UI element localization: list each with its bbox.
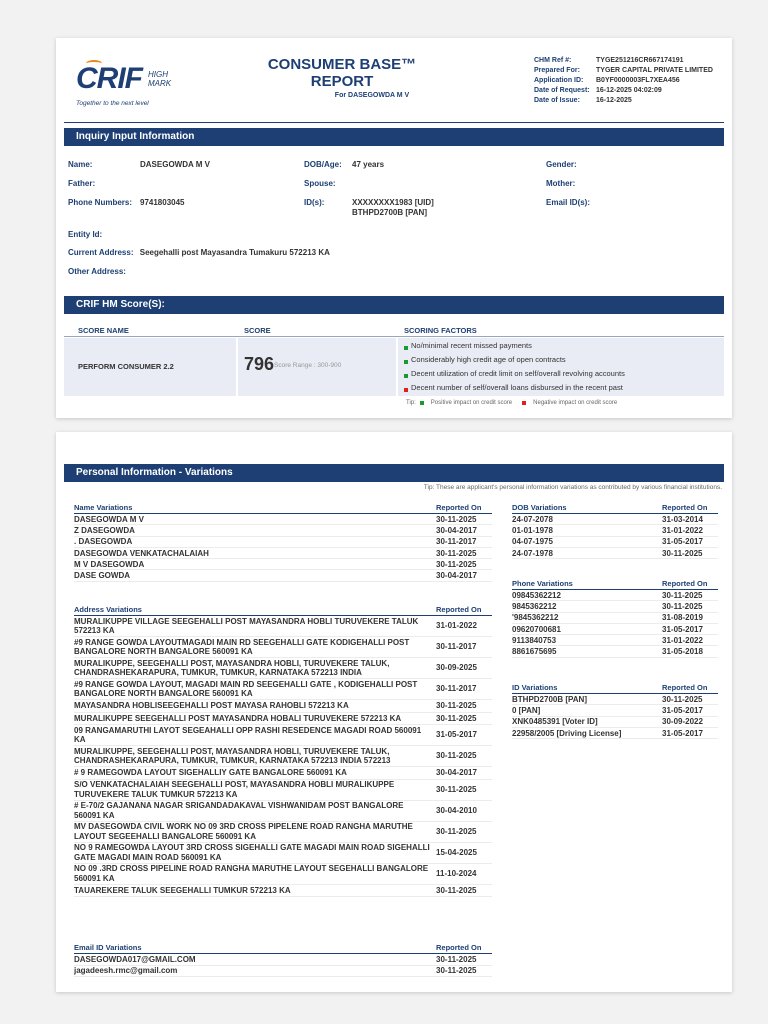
name-variations-table: [74, 502, 492, 582]
row-reported-on: 30-11-2025: [436, 514, 477, 524]
negative-impact-icon: [404, 388, 408, 392]
personal-section-title: Personal Information - Variations: [64, 464, 724, 482]
mother-label: [546, 179, 575, 188]
table-row: [74, 767, 492, 780]
report-page-2: [56, 432, 732, 992]
row-reported-on: 30-11-2025: [436, 701, 477, 711]
score-col-score-header: SCORE: [244, 326, 271, 335]
table-row: [512, 525, 718, 536]
dob-variations-rows: [512, 514, 718, 559]
table-row: [512, 590, 718, 601]
row-reported-on: 30-11-2025: [436, 826, 477, 836]
meta-row: [534, 76, 713, 86]
row-value: DASEGOWDA M V: [74, 514, 144, 524]
table-row: [512, 694, 718, 705]
factor-text: No/minimal recent missed payments: [411, 341, 532, 350]
table-row: [74, 525, 492, 536]
table-row: [74, 637, 492, 658]
row-reported-on: 31-01-2022: [436, 621, 477, 631]
row-reported-on: 30-04-2017: [436, 525, 477, 535]
row-reported-on: 30-11-2025: [436, 954, 477, 964]
row-reported-on: 30-11-2025: [662, 590, 703, 600]
row-value: MV DASEGOWDA CIVIL WORK NO 09 3RD CROSS PIPELENE ROAD RANGHA MARUTHE LAYOUT SEGEEHALLI BANGALORE 560091 KA: [74, 822, 413, 841]
positive-impact-icon: [420, 401, 424, 405]
table-row: [74, 537, 492, 548]
meta-key: CHM Ref #:: [534, 57, 572, 64]
label-text: ID(s):: [304, 198, 325, 207]
value-text: Seegehalli post Mayasandra Tumakuru 572213 KA: [139, 248, 330, 257]
table-row: [74, 679, 492, 700]
email-variations-table: [74, 942, 492, 977]
table-header: [74, 942, 492, 954]
report-page-1: [56, 38, 732, 418]
row-value: 0 [PAN]: [512, 705, 541, 715]
ids-label: [304, 198, 324, 207]
score-value: 796: [244, 354, 275, 374]
row-reported-on: 31-05-2017: [662, 537, 703, 547]
logo-highmark: [148, 70, 171, 88]
row-value: 24-07-1978: [512, 548, 553, 558]
row-value: MURALIKUPPE, SEEGEHALLI POST, MAYASANDRA HOBLI, TURUVEKERE TALUK, CHANDRASHEKARAPURA, TUMKUR, TUMKUR, KARNATAKA 572213 INDIA: [74, 658, 390, 677]
table-row: [512, 613, 718, 624]
phone-variations-table: [512, 578, 718, 658]
phone-label: [68, 198, 132, 207]
table-row: [74, 700, 492, 713]
row-value: MURALIKUPPE VILLAGE SEEGEHALLI POST MAYASANDRA HOBLI TURUVEKERE TALUK 572213 KA: [74, 616, 419, 635]
table-row: [512, 717, 718, 728]
positive-impact-icon: [404, 360, 408, 364]
spouse-label: [304, 179, 336, 188]
negative-impact-icon: [522, 401, 526, 405]
reported-on-header: Reported On: [436, 605, 482, 614]
report-subtitle: For DASEGOWDA M V: [334, 92, 410, 99]
label-text: Email ID(s):: [546, 198, 591, 207]
meta-key: Date of Request:: [534, 87, 590, 94]
value-text: 9741803045: [140, 198, 185, 207]
table-row: [74, 843, 492, 864]
table-row: [512, 601, 718, 612]
score-section-title: CRIF HM Score(S):: [64, 296, 724, 314]
meta-value: TYGE251216CR667174191: [596, 57, 684, 64]
reported-on-header: Reported On: [436, 943, 482, 952]
scoring-factor: [404, 381, 625, 395]
row-reported-on: 30-11-2025: [662, 548, 703, 558]
row-reported-on: 30-11-2025: [436, 784, 477, 794]
row-value: DASE GOWDA: [74, 571, 130, 581]
id-variations-table: [512, 682, 718, 739]
row-reported-on: 11-10-2024: [436, 868, 477, 878]
row-value: DASEGOWDA VENKATACHALAIAH: [74, 548, 209, 558]
report-meta: [534, 56, 713, 106]
row-reported-on: 15-04-2025: [436, 847, 477, 857]
row-value: TAUAREKERE TALUK SEEGEHALLI TUMKUR 572213 KA: [74, 885, 291, 895]
row-value: #9 RANGE GOWDA LAYOUTMAGADI MAIN RD SEEGEHALLI GATE KODIGEHALLI POST BANGALORE NORTH BANGALORE 560091 KA: [74, 637, 410, 656]
row-reported-on: 30-11-2025: [436, 548, 477, 558]
row-reported-on: 30-04-2017: [436, 571, 477, 581]
logo-sub-mark: MARK: [148, 79, 172, 88]
dob-value: [352, 160, 384, 169]
entity-label: [68, 230, 102, 239]
ids-value: [352, 198, 434, 218]
row-reported-on: 30-04-2017: [436, 768, 477, 778]
row-value: . DASEGOWDA: [74, 537, 133, 547]
row-value: 04-07-1975: [512, 537, 553, 547]
table-title: Address Variations: [74, 605, 142, 614]
table-row: [512, 646, 718, 657]
row-reported-on: 31-05-2017: [436, 730, 477, 740]
table-row: [74, 559, 492, 570]
value-text: 47 years: [352, 160, 385, 169]
label-text: DOB/Age:: [304, 160, 342, 169]
table-row: [512, 624, 718, 635]
gender-label: [546, 160, 577, 169]
factor-text: Decent number of self/overall loans disbursed in the recent past: [411, 383, 623, 392]
table-row: [74, 616, 492, 637]
row-value: BTHPD2700B [PAN]: [512, 694, 587, 704]
meta-key: Application ID:: [534, 77, 584, 84]
email-variations-rows: [74, 954, 492, 977]
label-text: Other Address:: [68, 267, 126, 276]
table-row: [74, 864, 492, 885]
row-value: DASEGOWDA017@GMAIL.COM: [74, 954, 196, 964]
table-title: Phone Variations: [512, 579, 573, 588]
label-text: Mother:: [546, 179, 576, 188]
row-reported-on: 30-11-2017: [436, 642, 477, 652]
table-row: [74, 548, 492, 559]
row-reported-on: 30-09-2025: [436, 663, 477, 673]
address-variations-table: [74, 604, 492, 897]
row-reported-on: 30-11-2025: [436, 751, 477, 761]
score-row: [64, 338, 724, 396]
row-reported-on: 30-11-2017: [436, 684, 477, 694]
table-header: [512, 502, 718, 514]
reported-on-header: Reported On: [662, 579, 708, 588]
factor-text: Decent utilization of credit limit on self/overall revolving accounts: [411, 369, 625, 378]
logo-sub-high: HIGH: [148, 70, 168, 79]
table-title: Email ID Variations: [74, 943, 142, 952]
meta-row: [534, 96, 713, 106]
table-header: [74, 502, 492, 514]
report-title: CONSUMER BASE™ REPORT: [267, 56, 417, 90]
table-title: ID Variations: [512, 683, 558, 692]
legend-positive: Positive impact on credit score: [430, 400, 513, 406]
row-value: MAYASANDRA HOBLISEEGEHALLI POST MAYASA RAHOBLI 572213 KA: [74, 701, 349, 711]
positive-impact-icon: [404, 374, 408, 378]
scoring-factor: [404, 339, 625, 353]
row-value: 24-07-2078: [512, 514, 553, 524]
table-row: [74, 514, 492, 525]
row-value: 09620700681: [512, 624, 561, 634]
row-value: 22958/2005 [Driving License]: [512, 728, 622, 738]
row-value: NO 9 RAMEGOWDA LAYOUT 3RD CROSS SIGEHALLI GATE MAGADI MAIN ROAD SIGEHALLI GATE MAGADI MAIN ROAD 560091 KA: [74, 843, 430, 862]
reported-on-header: Reported On: [662, 503, 708, 512]
score-col-separator: [396, 338, 398, 396]
score-col-separator: [236, 338, 238, 396]
id-uid: XXXXXXXX1983 [UID]: [352, 198, 434, 207]
row-value: '9845362212: [512, 613, 559, 623]
header-divider: [64, 122, 724, 123]
row-reported-on: 31-08-2019: [662, 613, 703, 623]
row-value: # 9 RAMEGOWDA LAYOUT SIGEHALLIY GATE BANGALORE 560091 KA: [74, 768, 347, 778]
row-reported-on: 30-11-2025: [436, 713, 477, 723]
row-reported-on: 31-05-2017: [662, 624, 703, 634]
meta-row: [534, 86, 713, 96]
table-row: [74, 801, 492, 822]
factor-text: Considerably high credit age of open contracts: [411, 355, 566, 364]
score-col-name-header: SCORE NAME: [78, 326, 129, 335]
table-header: [512, 682, 718, 694]
logo-tagline: Together to the next level: [76, 100, 149, 107]
row-value: Z DASEGOWDA: [74, 525, 135, 535]
label-text: Entity Id:: [68, 230, 103, 239]
id-variations-rows: [512, 694, 718, 739]
table-title: DOB Variations: [512, 503, 567, 512]
score-range: Score Range : 300-900: [274, 362, 342, 369]
table-row: [74, 885, 492, 898]
meta-value: B0YF0000003FL7XEA456: [596, 77, 680, 84]
meta-key: Date of Issue:: [534, 97, 580, 104]
score-col-factors-header: SCORING FACTORS: [404, 326, 477, 335]
row-value: NO 09 .3RD CROSS PIPELINE ROAD RANGHA MARUTHE LAYOUT SEGEHALLI BANGALORE 560091 KA: [74, 864, 429, 883]
row-reported-on: 30-11-2025: [436, 885, 477, 895]
row-value: MURALIKUPPE, SEEGEHALLI POST, MAYASANDRA HOBLI, TURUVEKERE TALUK, CHANDRASHEKARAPURA, TUMKUR, TUMKUR, KARNATAKA 572213 INDIA 572213: [74, 746, 391, 765]
table-row: [74, 713, 492, 726]
logo-mark: CRIF: [76, 62, 142, 95]
row-reported-on: 31-05-2017: [662, 705, 703, 715]
row-reported-on: 30-11-2025: [436, 966, 477, 976]
label-text: Phone Numbers:: [68, 198, 133, 207]
row-value: M V DASEGOWDA: [74, 559, 145, 569]
table-header: [74, 604, 492, 616]
table-row: [74, 658, 492, 679]
label-text: Spouse:: [304, 179, 336, 188]
phone-variations-rows: [512, 590, 718, 658]
table-row: [74, 822, 492, 843]
row-value: 09845362212: [512, 590, 561, 600]
label-text: Name:: [68, 160, 93, 169]
table-row: [512, 548, 718, 559]
legend-negative: Negative impact on credit score: [533, 400, 618, 406]
row-value: XNK0485391 [Voter ID]: [512, 717, 598, 727]
scoring-factor: [404, 353, 625, 367]
row-reported-on: 30-11-2025: [436, 559, 477, 569]
name-variations-rows: [74, 514, 492, 582]
table-row: [74, 725, 492, 746]
row-value: #9 RANGE GOWDA LAYOUT, MAGADI MAIN RD SEEGEHALLI GATE , KODIGEHALLI POST BANGALORE NORTH BANGALORE 560091 KA: [74, 679, 418, 698]
table-row: [74, 746, 492, 767]
scoring-factors: [404, 339, 625, 395]
row-reported-on: 31-01-2022: [662, 635, 703, 645]
row-reported-on: 31-05-2017: [662, 728, 703, 738]
row-reported-on: 30-11-2025: [662, 694, 703, 704]
row-reported-on: 31-03-2014: [662, 514, 703, 524]
meta-row: [534, 66, 713, 76]
score-legend: [406, 400, 617, 406]
dob-variations-table: [512, 502, 718, 559]
row-value: S/O VENKATACHALAIAH SEEGEHALLI POST, MAYASANDRA HOBLI MURALIKUPPE TURUVEKERE TALUK TUMKUR 572213 KA: [74, 780, 395, 799]
scoring-factor: [404, 367, 625, 381]
meta-row: [534, 56, 713, 66]
report-title-block: [242, 56, 442, 99]
row-reported-on: 30-11-2017: [436, 537, 477, 547]
row-value: 8861675695: [512, 647, 557, 657]
name-value: [140, 160, 210, 169]
table-row: [512, 537, 718, 548]
table-row: [512, 635, 718, 646]
table-row: [512, 728, 718, 739]
current-address: [68, 248, 330, 257]
reported-on-header: Reported On: [436, 503, 482, 512]
table-row: [512, 705, 718, 716]
row-reported-on: 30-04-2010: [436, 805, 477, 815]
other-address-label: [68, 267, 126, 276]
positive-impact-icon: [404, 346, 408, 350]
row-value: 01-01-1978: [512, 525, 553, 535]
phone-value: [140, 198, 185, 207]
table-title: Name Variations: [74, 503, 133, 512]
row-reported-on: 30-09-2022: [662, 717, 703, 727]
name-label: [68, 160, 92, 169]
row-reported-on: 31-01-2022: [662, 525, 703, 535]
table-row: [74, 954, 492, 966]
meta-key: Prepared For:: [534, 67, 580, 74]
table-header: [512, 578, 718, 590]
row-reported-on: 31-05-2018: [662, 647, 703, 657]
table-row: [74, 966, 492, 978]
address-variations-rows: [74, 616, 492, 897]
personal-tip: Tip: These are applicant's personal information variations as contributed by various financial institutions.: [423, 484, 722, 491]
score-header-divider: [64, 336, 724, 337]
table-row: [74, 780, 492, 801]
id-pan: BTHPD2700B [PAN]: [352, 208, 427, 217]
dob-label: [304, 160, 342, 169]
table-row: [512, 514, 718, 525]
crif-logo: [74, 56, 184, 116]
label-text: Current Address:: [68, 248, 134, 257]
row-value: 9113840753: [512, 635, 557, 645]
meta-value: TYGER CAPITAL PRIVATE LIMITED: [596, 67, 713, 74]
inquiry-section-title: Inquiry Input Information: [64, 128, 724, 146]
row-value: MURALIKUPPE SEEGEHALLI POST MAYASANDRA HOBALI TURUVEKERE 572213 KA: [74, 713, 402, 723]
meta-value: 16-12-2025 04:02:09: [596, 87, 662, 94]
label-text: Gender:: [546, 160, 577, 169]
value-text: DASEGOWDA M V: [140, 160, 210, 169]
row-reported-on: 30-11-2025: [662, 601, 703, 611]
tip-label: Tip:: [406, 400, 416, 406]
score-name: PERFORM CONSUMER 2.2: [78, 362, 174, 371]
table-row: [74, 570, 492, 581]
email-label: [546, 198, 590, 207]
reported-on-header: Reported On: [662, 683, 708, 692]
meta-value: 16-12-2025: [596, 97, 632, 104]
row-value: 9845362212: [512, 601, 557, 611]
row-value: 09 RANGAMARUTHI LAYOT SEGEAHALLI OPP RASHI RESEDENCE MAGADI ROAD 560091 KA: [74, 725, 422, 744]
row-value: jagadeesh.rmc@gmail.com: [74, 966, 178, 976]
label-text: Father:: [68, 179, 96, 188]
row-value: # E-70/2 GAJANANA NAGAR SRIGANDADAKAVAL VISHWANIDAM POST BANGALORE 560091 KA: [74, 801, 404, 820]
father-label: [68, 179, 95, 188]
